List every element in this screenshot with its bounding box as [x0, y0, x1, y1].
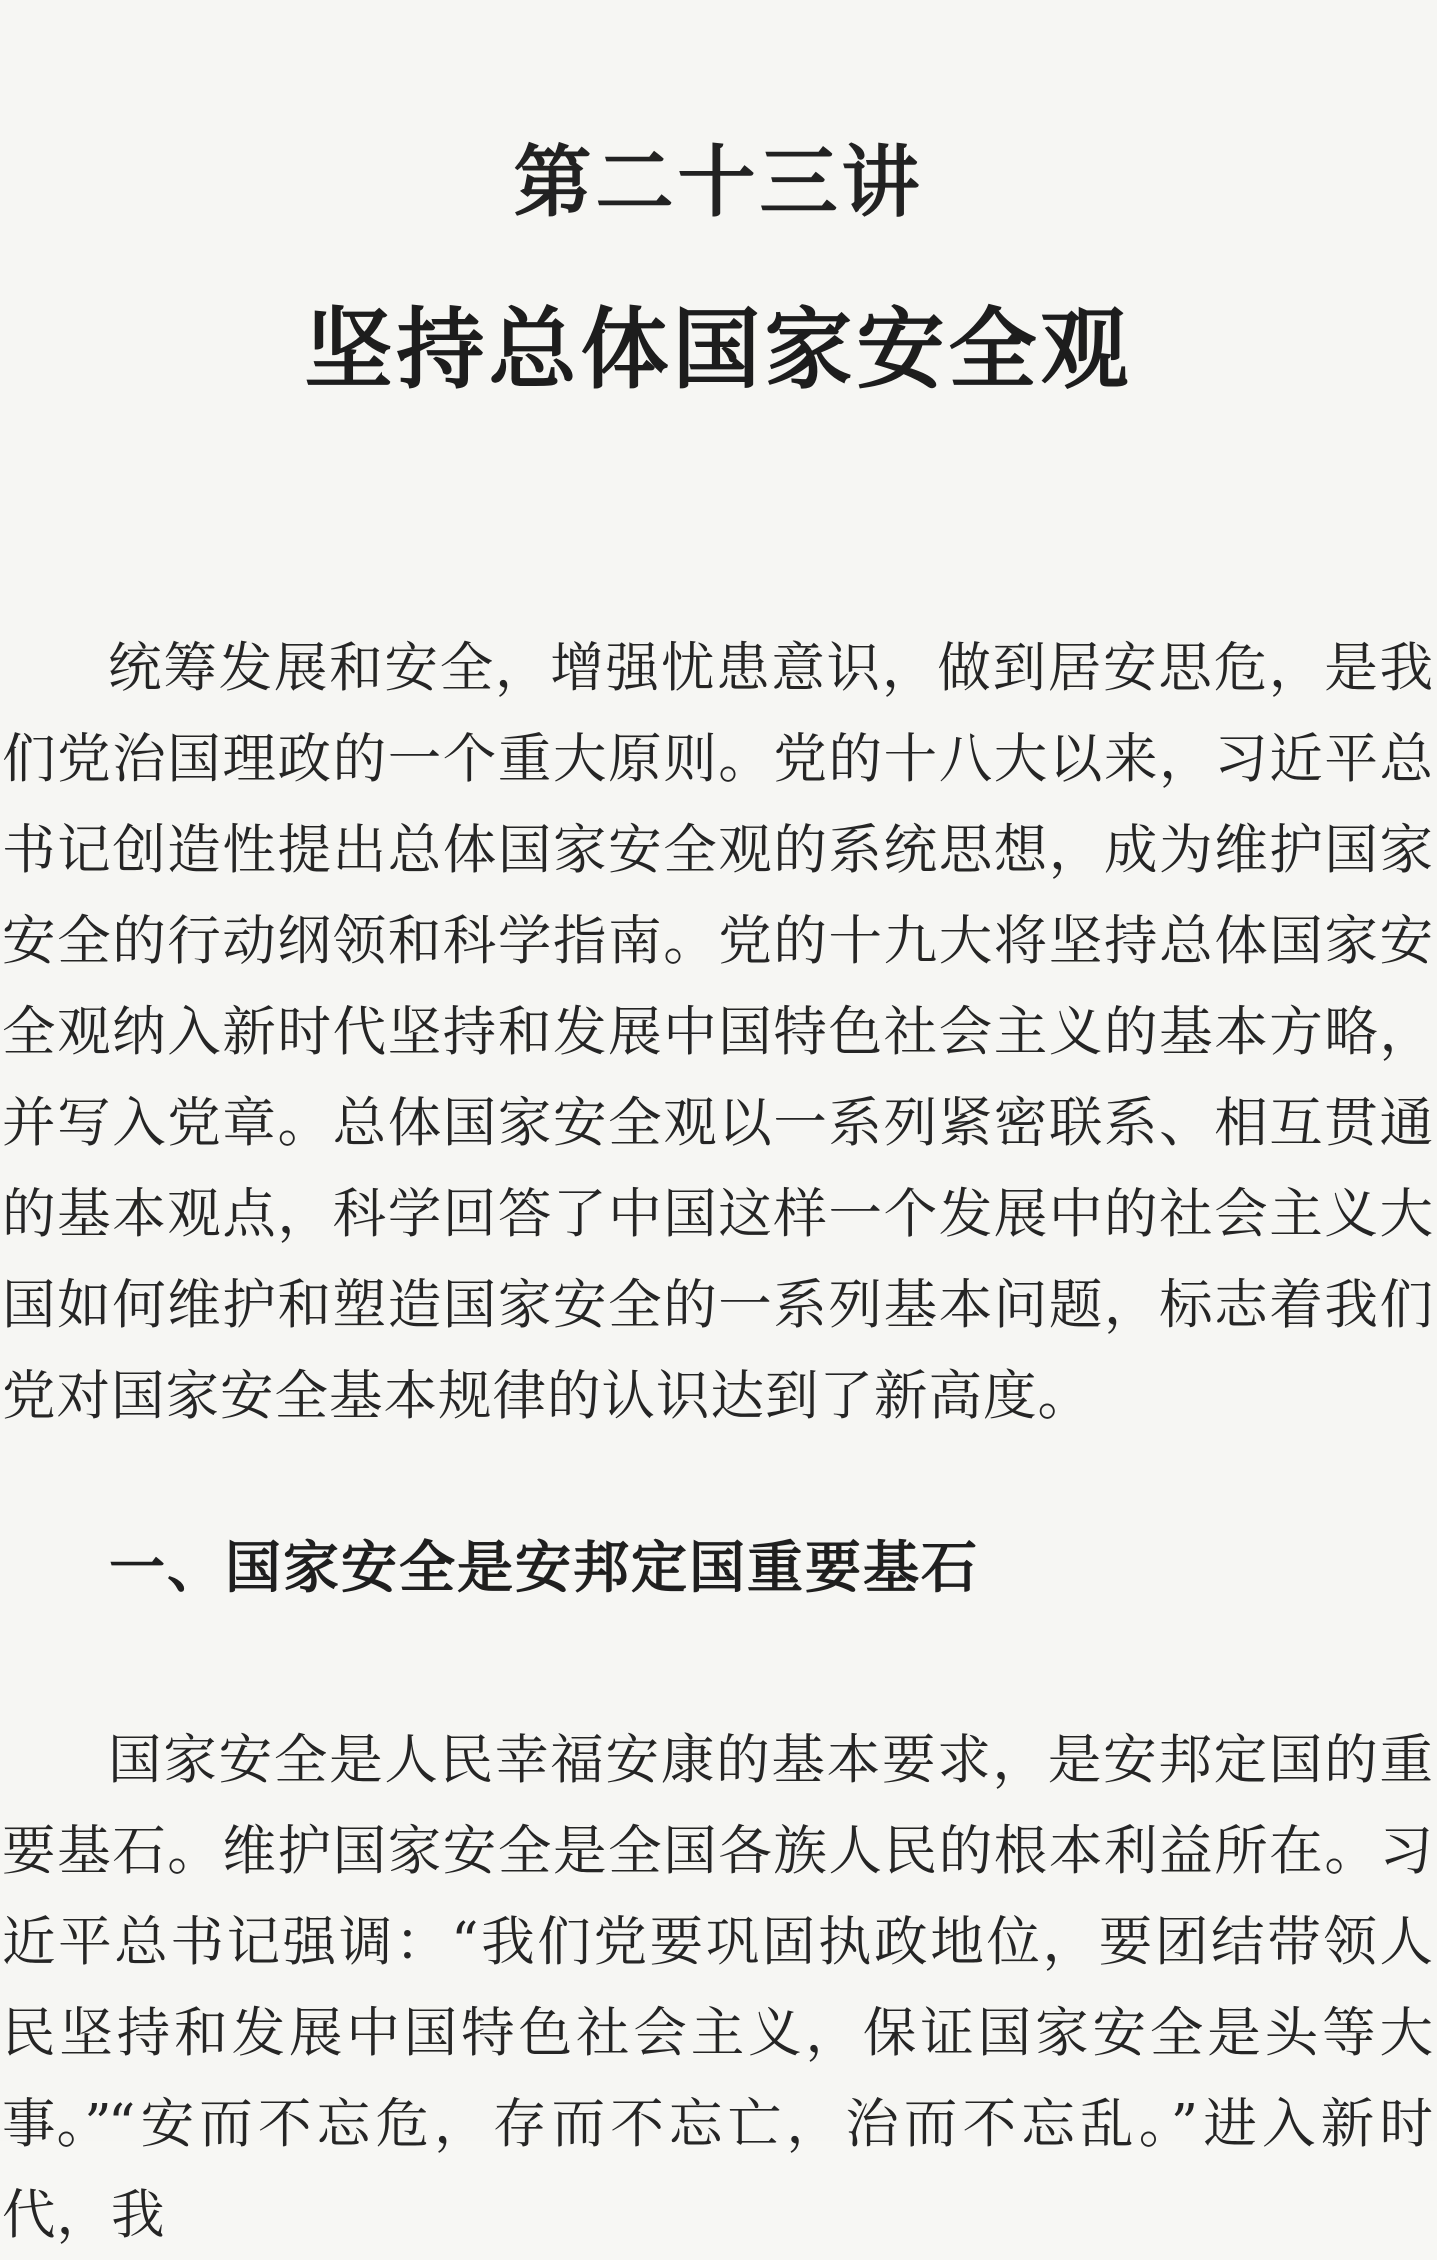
section-paragraph-1: 国家安全是人民幸福安康的基本要求，是安邦定国的重要基石。维护国家安全是全国各族人民的根本利益所在。习近平总书记强调：“我们党要巩固执政地位，要团结带领人民坚持和发展中国特色社会主义，保证国家安全是头等大事。”	[2, 1728, 1434, 2155]
section-paragraph-2: “安而不忘危，存而不忘亡，治而不忘乱。”进入新时代，我	[2, 2092, 1434, 2246]
section-heading: 一、国家安全是安邦定国重要基石	[109, 1536, 979, 1601]
lecture-title: 坚持总体国家安全观	[304, 298, 1133, 401]
lecture-number: 第二十三讲	[513, 138, 924, 228]
intro-paragraph: 统筹发展和安全，增强忧患意识，做到居安思危，是我们党治国理政的一个重大原则。党的十八大以来，习近平总书记创造性提出总体国家安全观的系统思想，成为维护国家安全的行动纲领和科学指南。党的十九大将坚持总体国家安全观纳入新时代坚持和发展中国特色社会主义的基本方略，并写入党章。总体国家安全观以一系列紧密联系、相互贯通的基本观点，科学回答了中国这样一个发展中的社会主义大国如何维护和塑造国家安全的一系列基本问题，标志着我们党对国家安全基本规律的认识达到了新高度。	[2, 636, 1434, 1427]
